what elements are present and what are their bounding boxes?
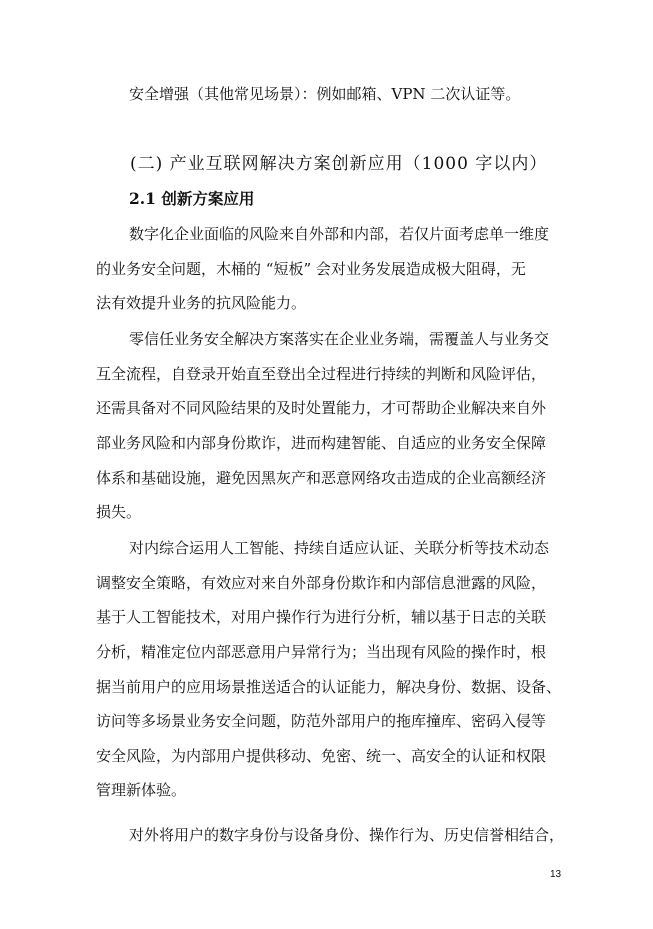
paragraph-3-line-4: 分析，精准定位内部恶意用户异常行为；当出现有风险的操作时，根	[96, 643, 547, 661]
paragraph-2-line-5: 体系和基础设施，避免因黑灰产和恶意网络攻击造成的企业高额经济	[96, 469, 547, 487]
paragraph-2-line-6: 损失。	[96, 503, 142, 521]
paragraph-2-line-1: 零信任业务安全解决方案落实在企业业务端，需覆盖人与业务交	[129, 330, 550, 348]
paragraph-1-line-3: 法有效提升业务的抗风险能力。	[96, 294, 307, 312]
paragraph-3-line-5: 据当前用户的应用场景推送适合的认证能力，解决身份、数据、设备、	[96, 678, 562, 696]
paragraph-2-line-3: 还需具备对不同风险结果的及时处置能力，才可帮助企业解决来自外	[96, 399, 547, 417]
paragraph-3-line-7: 安全风险，为内部用户提供移动、免密、统一、高安全的认证和权限	[96, 747, 547, 765]
subsection-heading: 2.1 创新方案应用	[129, 189, 255, 208]
paragraph-3-line-6: 访问等多场景业务安全问题，防范外部用户的拖库撞库、密码入侵等	[96, 712, 547, 730]
paragraph-4-line-1: 对外将用户的数字身份与设备身份、操作行为、历史信誉相结合，	[129, 826, 565, 844]
paragraph-3-line-8: 管理新体验。	[96, 781, 187, 799]
paragraph-2-line-4: 部业务风险和内部身份欺诈，进而构建智能、自适应的业务安全保障	[96, 434, 547, 452]
intro-line: 安全增强（其他常见场景）：例如邮箱、VPN 二次认证等。	[129, 85, 521, 103]
paragraph-1-line-2: 的业务安全问题，木桶的 “短板” 会对业务发展造成极大阻碍，无	[96, 260, 526, 278]
section-heading: (二) 产业互联网解决方案创新应用（1000 字以内）	[130, 154, 548, 174]
paragraph-3-line-1: 对内综合运用人工智能、持续自适应认证、关联分析等技术动态	[129, 539, 550, 557]
paragraph-2-line-2: 互全流程，自登录开始直至登出全过程进行持续的判断和风险评估，	[96, 365, 547, 383]
paragraph-3-line-3: 基于人工智能技术，对用户操作行为进行分析，辅以基于日志的关联	[96, 608, 547, 626]
paragraph-3-line-2: 调整安全策略，有效应对来自外部身份欺诈和内部信息泄露的风险，	[96, 574, 547, 592]
paragraph-1-line-1: 数字化企业面临的风险来自外部和内部，若仅片面考虑单一维度	[129, 225, 550, 243]
page-number: 13	[550, 869, 562, 880]
